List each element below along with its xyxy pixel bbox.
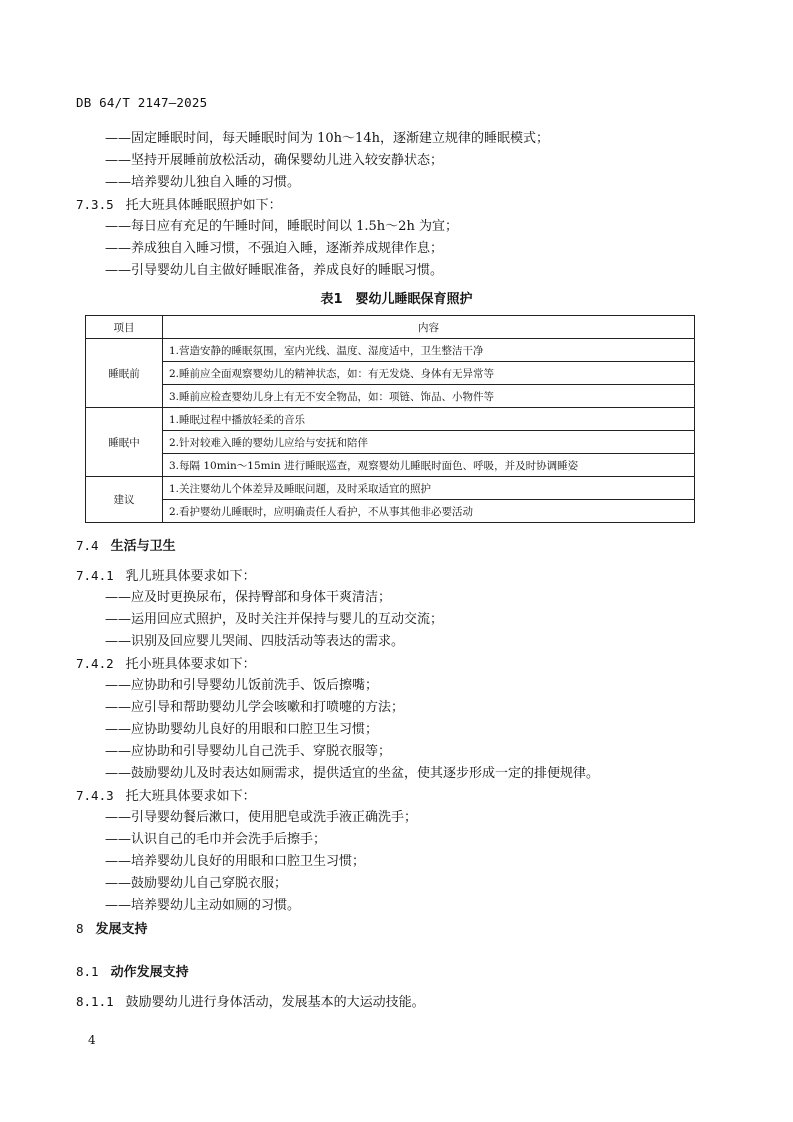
clause-number: 7.4.1 xyxy=(76,568,114,583)
list-item: ——应协助和引导婴幼儿自己洗手、穿脱衣服等； xyxy=(105,744,392,759)
clause-title: 托小班具体要求如下： xyxy=(125,657,256,672)
list-item: ——养成独自入睡习惯，不强迫入睡，逐渐养成规律作息； xyxy=(105,241,444,256)
group-label-before-sleep: 睡眠前 xyxy=(86,339,163,408)
list-item: ——固定睡眠时间，每天睡眠时间为 10h～14h，逐渐建立规律的睡眠模式； xyxy=(105,131,549,146)
list-item: ——引导婴幼餐后漱口，使用肥皂或洗手液正确洗手； xyxy=(105,810,418,825)
list-item: ——引导婴幼儿自主做好睡眠准备，养成良好的睡眠习惯。 xyxy=(105,263,444,278)
clause-7-4-3 xyxy=(76,787,256,806)
table-row xyxy=(86,477,695,500)
list-item: ——坚持开展睡前放松活动，确保婴幼儿进入较安静状态； xyxy=(105,153,444,168)
table-caption: 表1 婴幼儿睡眠保育照护 xyxy=(320,292,473,307)
section-heading-7-4 xyxy=(76,537,176,556)
table-cell: 1.营造安静的睡眠氛围，室内光线、温度、湿度适中，卫生整洁干净 xyxy=(163,339,695,362)
table-row xyxy=(86,385,695,408)
table-cell: 2.针对较难入睡的婴幼儿应给与安抚和陪伴 xyxy=(163,431,695,454)
list-item: ——应及时更换尿布，保持臀部和身体干爽清洁； xyxy=(105,590,392,605)
clause-title: 乳儿班具体要求如下： xyxy=(125,569,256,584)
list-item: ——应协助和引导婴幼儿饭前洗手、饭后擦嘴； xyxy=(105,678,379,693)
list-item: ——每日应有充足的午睡时间，睡眠时间以 1.5h～2h 为宜； xyxy=(105,219,458,234)
table-row xyxy=(86,408,695,431)
clause-8-1-1 xyxy=(76,993,425,1012)
list-item: ——鼓励婴幼儿及时表达如厕需求，提供适宜的坐盆，使其逐步形成一定的排便规律。 xyxy=(105,766,600,781)
section-title: 动作发展支持 xyxy=(110,965,189,980)
section-title: 生活与卫生 xyxy=(110,539,176,554)
list-item: ——应协助婴幼儿良好的用眼和口腔卫生习惯； xyxy=(105,722,379,737)
group-label-during-sleep: 睡眠中 xyxy=(86,408,163,477)
list-item: ——培养婴幼儿良好的用眼和口腔卫生习惯； xyxy=(105,854,366,869)
chapter-heading-8 xyxy=(76,920,148,939)
section-number: 8.1 xyxy=(76,964,99,979)
clause-number: 7.3.5 xyxy=(76,197,114,212)
table-row xyxy=(86,339,695,362)
clause-number: 8.1.1 xyxy=(76,994,114,1009)
table-cell: 2.睡前应全面观察婴幼儿的精神状态，如：有无发烧、身体有无异常等 xyxy=(163,362,695,385)
column-header-item: 项目 xyxy=(86,316,163,339)
table-header-row xyxy=(86,316,695,339)
table-row xyxy=(86,454,695,477)
clause-number: 7.4.3 xyxy=(76,788,114,803)
table-cell: 3.每隔 10min～15min 进行睡眠巡查，观察婴幼儿睡眠时面色、呼吸，并及时协调睡姿 xyxy=(163,454,695,477)
table-row xyxy=(86,362,695,385)
table-cell: 1.关注婴幼儿个体差异及睡眠问题，及时采取适宜的照护 xyxy=(163,477,695,500)
clause-number: 7.4.2 xyxy=(76,656,114,671)
sleep-care-table xyxy=(85,315,695,523)
clause-7-4-2 xyxy=(76,655,256,674)
document-header-id: DB 64/T 2147—2025 xyxy=(76,95,208,110)
table-cell: 3.睡前应检查婴幼儿身上有无不安全物品，如：项链、饰品、小物件等 xyxy=(163,385,695,408)
list-item: ——培养婴幼儿独自入睡的习惯。 xyxy=(105,175,301,190)
clause-7-3-5 xyxy=(76,196,282,215)
list-item: ——鼓励婴幼儿自己穿脱衣服； xyxy=(105,876,288,891)
list-item: ——识别及回应婴儿哭闹、四肢活动等表达的需求。 xyxy=(105,634,405,649)
chapter-title: 发展支持 xyxy=(95,922,148,937)
chapter-number: 8 xyxy=(76,921,84,936)
clause-text: 鼓励婴幼儿进行身体活动，发展基本的大运动技能。 xyxy=(125,995,425,1010)
group-label-suggestions: 建议 xyxy=(86,477,163,523)
list-item: ——运用回应式照护，及时关注并保持与婴儿的互动交流； xyxy=(105,612,444,627)
list-item: ——认识自己的毛巾并会洗手后擦手； xyxy=(105,832,327,847)
page-number: 4 xyxy=(88,1033,96,1047)
table-row xyxy=(86,500,695,523)
section-number: 7.4 xyxy=(76,538,99,553)
clause-title: 托大班具体要求如下： xyxy=(125,789,256,804)
column-header-content: 内容 xyxy=(163,316,695,339)
list-item: ——培养婴幼儿主动如厕的习惯。 xyxy=(105,898,301,913)
list-item: ——应引导和帮助婴幼儿学会咳嗽和打喷嚏的方法； xyxy=(105,700,405,715)
section-heading-8-1 xyxy=(76,963,189,982)
clause-title: 托大班具体睡眠照护如下： xyxy=(125,198,282,213)
table-cell: 1.睡眠过程中播放轻柔的音乐 xyxy=(163,408,695,431)
table-cell: 2.看护婴幼儿睡眠时，应明确责任人看护，不从事其他非必要活动 xyxy=(163,500,695,523)
clause-7-4-1 xyxy=(76,567,256,586)
table-row xyxy=(86,431,695,454)
